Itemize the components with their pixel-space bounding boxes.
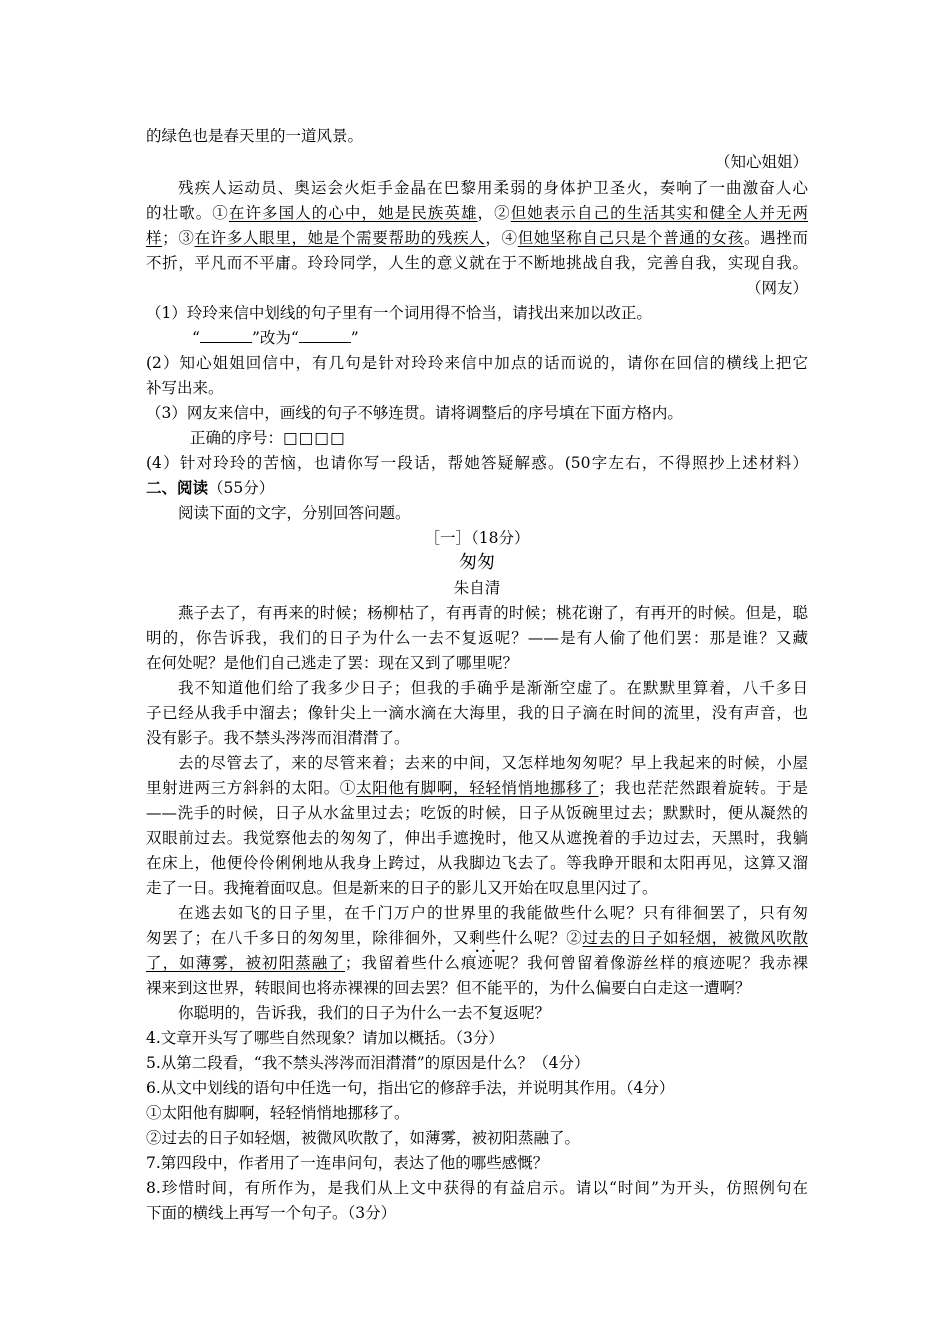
question-5-essay: 5.从第二段看，“我不禁头涔涔而泪潸潸”的原因是什么？（4分） [146,1054,590,1072]
essay-title: 匆匆 [459,552,495,573]
question-4: (4）针对玲玲的苦恼，也请你写一段话，帮她答疑解惑。(50字左右，不得照抄上述材料） [146,454,808,472]
text-run: 里射进两三方斜斜的太阳。① [146,779,357,797]
letter-text-line: 的绿色也是春天里的一道风景。 [146,127,364,145]
wangyou-line-3 [146,226,808,250]
text-run: ”改为“ [251,329,299,347]
underlined-sentence-essay-2-end: 了，如薄雾，被初阳蒸融了 [146,954,345,972]
question-7-essay: 7.第四段中，作者用了一连串问句，表达了他的哪些感慨？ [146,1154,549,1172]
question-2-line-2: 补写出来。 [146,379,224,397]
p4-line-3 [146,951,808,975]
p2-line-1: 我不知道他们给了我多少日子；但我的手确乎是渐渐空虚了。在默默里算着，八千多日 [178,679,808,697]
text-run: 。遇挫而 [743,229,808,247]
text-run: 匆罢了；在八千多日的匆匆里，除徘徊外，又 [146,929,470,947]
answer-blank-2[interactable] [299,328,351,343]
text-run: ，④ [485,229,518,247]
question-6-option-2: ②过去的日子如轻烟，被微风吹散了，如薄雾，被初阳蒸融了。 [146,1129,581,1147]
underlined-sentence-3: 在许多人眼里，她是个需要帮助的残疾人 [194,229,486,247]
p3-line-2 [146,776,808,800]
question-6-essay: 6.从文中划线的语句中任选一句，指出它的修辞手法，并说明其作用。（4分） [146,1079,675,1097]
essay-author: 朱自清 [453,579,501,597]
question-6-option-1: ①太阳他有脚啊，轻轻悄悄地挪移了。 [146,1104,410,1122]
p4-line-4: 裸来到这世界，转眼间也将赤裸裸的回去罢？但不能平的，为什么偏要白白走这一遭啊？ [146,979,751,997]
wangyou-line-1: 残疾人运动员、奥运会火炬手金晶在巴黎用柔弱的身体护卫圣火，奏响了一曲激奋人心 [178,179,808,197]
underlined-sentence-2: 但她表示自己的生活其实和健全人并无两 [510,204,808,222]
underlined-sentence-2-end: 样 [146,229,163,247]
question-4-essay: 4.文章开头写了哪些自然现象？请加以概括。（3分） [146,1029,504,1047]
text-run: 什么呢？② [501,929,583,947]
question-2-line-1: (2）知心姐姐回信中，有几句是针对玲玲来信中加点的话而说的，请你在回信的横线上把它 [146,354,808,372]
text-run: ；③ [162,229,195,247]
question-3-answer [190,426,490,450]
wangyou-line-2 [146,201,808,225]
p3-line-5: 在床上，他便伶伶俐俐地从我身上跨过，从我脚边飞去了。等我睁开眼和太阳再见，这算又溜 [146,854,808,872]
question-8-line-1: 8.珍惜时间，有所作为，是我们从上文中获得的有益启示。请以“时间”为开头，仿照例句在 [146,1179,808,1197]
p1-line-3: 在何处呢？是他们自己逃走了罢：现在又到了哪里呢？ [146,654,519,672]
question-8-line-2: 下面的横线上再写一个句子。（3分） [146,1204,397,1222]
text-run: ” [350,329,359,347]
heading-score: （55分） [208,479,275,497]
instruction: 阅读下面的文字，分别回答问题。 [178,504,411,522]
signature-zhixin: （知心姐姐） [714,153,808,171]
answer-boxes[interactable]: □□□□ [283,429,346,447]
dotted-words: 剩些 [469,929,502,947]
p3-line-1: 去的尽管去了，来的尽管来着；去来的中间，又怎样地匆匆呢？早上我起来的时候，小屋 [178,754,808,772]
section-label: ［一］（18分） [424,529,530,547]
question-1-fill [192,326,492,350]
signature-wangyou: （网友） [745,279,808,297]
question-3: （3）网友来信中，画线的句子不够连贯。请将调整后的序号填在下面方格内。 [146,404,683,422]
p5-line: 你聪明的，告诉我，我们的日子为什么一去不复返呢？ [178,1004,551,1022]
underlined-sentence-essay-2: 过去的日子如轻烟，被微风吹散 [582,929,808,947]
p3-line-3: ——洗手的时候，日子从水盆里过去；吃饭的时候，日子从饭碗里过去；默默时，便从凝然的 [146,804,808,822]
underlined-sentence-essay-1: 太阳他有脚啊，轻轻悄悄地挪移了 [356,779,599,797]
underlined-sentence-1: 在许多国人的心中，她是民族英雄 [228,204,478,222]
p2-line-2: 子已经从我手中溜去；像针尖上一滴水滴在大海里，我的日子滴在时间的流里，没有声音，也 [146,704,808,722]
p1-line-1: 燕子去了，有再来的时候；杨柳枯了，有再青的时候；桃花谢了，有再开的时候。但是，聪 [178,604,808,622]
underlined-sentence-4: 但她坚称自己只是个普通的女孩 [517,229,744,247]
question-1: （1）玲玲来信中划线的句子里有一个词用得不恰当，请找出来加以改正。 [146,304,652,322]
text-run: ，② [477,204,511,222]
answer-blank-1[interactable] [200,328,252,343]
wangyou-line-4: 不折，平凡而不平庸。玲玲同学，人生的意义就在于不断地挑战自我，完善自我，实现自我。 [146,254,808,272]
heading-text: 二、阅读 [146,478,209,497]
p4-line-1: 在逃去如飞的日子里，在千门万户的世界里的我能做些什么呢？只有徘徊罢了，只有匆 [178,904,808,922]
section-heading [146,476,808,500]
p1-line-2: 明的，你告诉我，我们的日子为什么一去不复返呢？——是有人偷了他们罢：那是谁？又藏 [146,629,808,647]
text-run: “ [192,329,200,347]
p2-line-3: 没有影子。我不禁头涔涔而泪潸潸了。 [146,729,410,747]
p3-line-4: 双眼前过去。我觉察他去的匆匆了，伸出手遮挽时，他又从遮挽着的手边过去，天黑时，我躺 [146,829,808,847]
p3-line-6: 走了一日。我掩着面叹息。但是新来的日子的影儿又开始在叹息里闪过了。 [146,879,658,897]
text-run: ；我留着些什么痕迹呢？我何曾留着像游丝样的痕迹呢？我赤裸 [344,954,808,972]
text-run: ；我也茫茫然跟着旋转。于是 [598,779,808,797]
answer-label: 正确的序号： [190,429,284,447]
text-run: 的壮歌。① [146,204,229,222]
